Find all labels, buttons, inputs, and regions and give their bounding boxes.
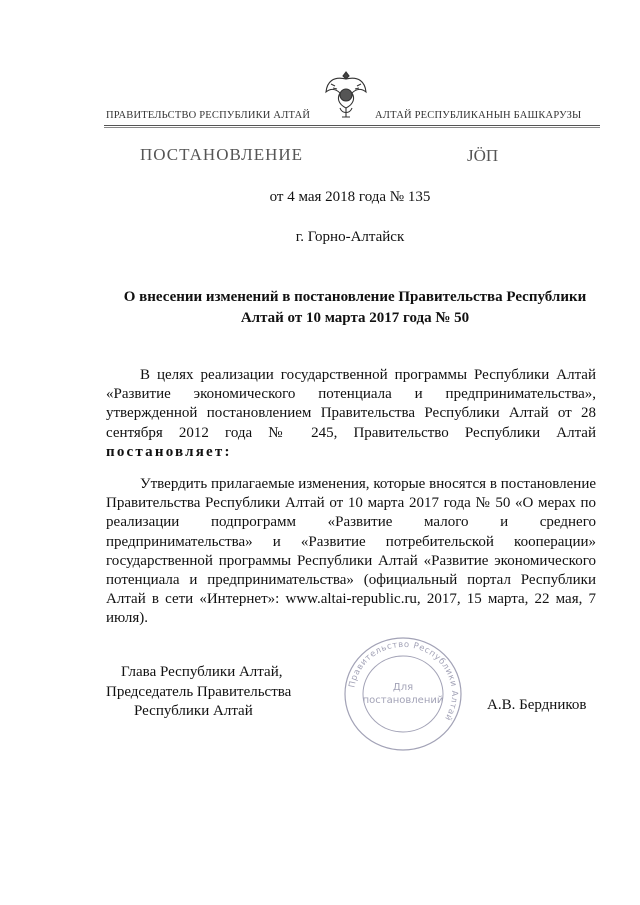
date-number-line: от 4 мая 2018 года № 135 [269,189,431,205]
stamp-center-line-2: постановлений [362,695,444,706]
header-government-alt: АЛТАЙ РЕСПУБЛИКАНЫН БАШКАРУЗЫ [375,110,582,121]
document-title [100,287,610,329]
signatory-title [106,663,291,722]
stamp-ring-text: Правительство Республики Алтай [347,639,460,723]
signatory-name: А.В. Бердников [487,697,587,713]
signatory-line-2: Председатель Правительства [106,683,292,700]
resolves-keyword: постановляет: [106,443,232,460]
signatory-line-3: Республики Алтай [134,703,253,719]
official-stamp [340,634,466,754]
stamp-center-line-1: Для [392,682,414,693]
header-divider [104,125,600,126]
preamble-text: В целях реализации государственной программы Республики Алтай «Развитие экономического потенциала и предпринимательства», утвержденной постановлением Правительства Республики Алтай от 28 сентября 2012 года № 245, Правительство Республики Алтай [106,367,596,441]
header-divider-secondary [104,127,600,128]
signatory-line-1: Глава Республики Алтай, [121,664,283,680]
doc-type-alt: ЈÖП [467,146,499,165]
title-line-2: Алтай от 10 марта 2017 года № 50 [240,310,470,326]
city-line: г. Горно-Алтайск [295,229,405,245]
preamble-paragraph [106,366,596,462]
doc-type-ru: ПОСТАНОВЛЕНИЕ [140,145,304,164]
operative-paragraph: Утвердить прилагаемые изменения, которые вносятся в постановление Правительства Республики Алтай от 10 марта 2017 года № 50 «О мерах по реализации подпрограмм «Развитие малого и среднего предпринимательства» и «Развитие потребительской кооперации» государственной программы Республики Алтай «Развитие экономического потенциала и предпринимательства» (официальный портал Республики Алтай в сети «Интернет»: www.altai-republic.ru, 2017, 15 марта, 22 мая, 7 июля). [106,476,596,627]
header-government-ru: ПРАВИТЕЛЬСТВО РЕСПУБЛИКИ АЛТАЙ [106,110,311,121]
title-line-1: О внесении изменений в постановление Правительства Республики [123,289,587,305]
